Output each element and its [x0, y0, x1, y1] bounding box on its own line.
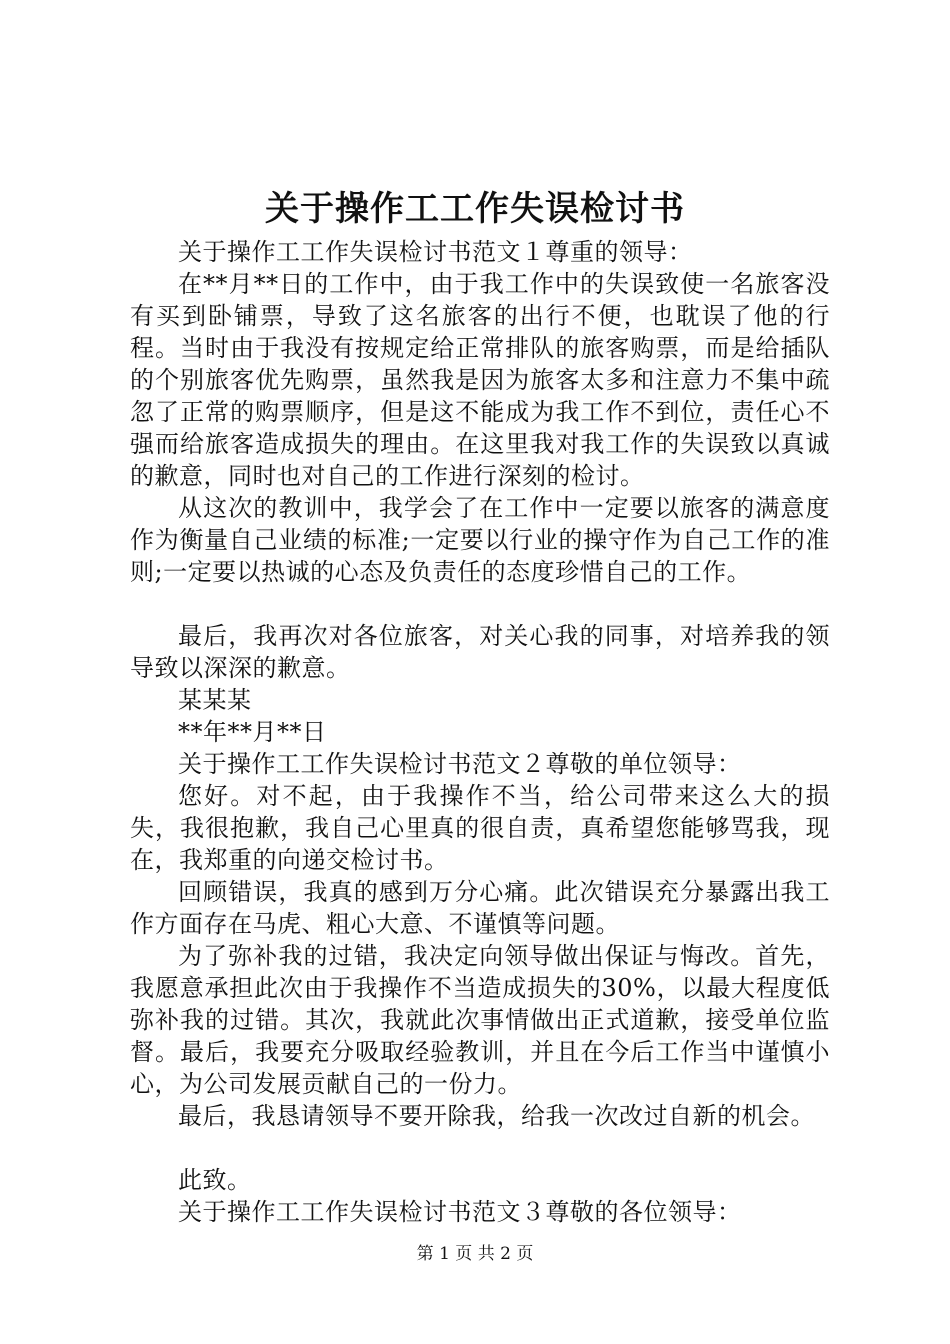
paragraph-closing: 此致。 — [178, 1166, 252, 1194]
document-body — [130, 236, 830, 1228]
paragraph-sample3-heading: 关于操作工工作失误检讨书范文３尊敬的各位领导： — [178, 1198, 742, 1226]
paragraph-sample2-greeting: 您好。对不起，由于我操作不当，给公司带来这么大的损失，我很抱歉，我自己心里真的很自责，真希望您能够骂我，现在，我郑重的向递交检讨书。 — [130, 782, 830, 874]
paragraph-sample2-remedy: 为了弥补我的过错，我决定向领导做出保证与悔改。首先，我愿意承担此次由于我操作不当造成损失的30%，以最大程度低弥补我的过错。其次，我就此次事情做出正式道歉，接受单位监督。最后，我要充分吸取经验教训，并且在今后工作当中谨慎小心，为公司发展贡献自己的一份力。 — [130, 942, 830, 1098]
paragraph-sample2-plea: 最后，我恳请领导不要开除我，给我一次改过自新的机会。 — [178, 1102, 815, 1130]
paragraph-sample1-lesson: 从这次的教训中，我学会了在工作中一定要以旅客的满意度作为衡量自己业绩的标准;一定要以行业的操守作为自己工作的准则;一定要以热诚的心态及负责任的态度珍惜自己的工作。 — [130, 494, 830, 586]
document-title: 关于操作工工作失误检讨书 — [265, 189, 685, 229]
paragraph-sample1-heading: 关于操作工工作失误检讨书范文１尊重的领导： — [178, 238, 693, 266]
page-number-footer: 第 1 页 共 2 页 — [416, 1244, 534, 1264]
paragraph-sample1-incident: 在**月**日的工作中，由于我工作中的失误致使一名旅客没有买到卧铺票，导致了这名旅客的出行不便，也耽误了他的行程。当时由于我没有按规定给正常排队的旅客购票，而是给插队的个别旅客优先购票，虽然我是因为旅客太多和注意力不集中疏忽了正常的购票顺序，但是这不能成为我工作不到位，责任心不强而给旅客造成损失的理由。在这里我对我工作的失误致以真诚的歉意，同时也对自己的工作进行深刻的检讨。 — [130, 270, 830, 490]
paragraph-sample2-review: 回顾错误，我真的感到万分心痛。此次错误充分暴露出我工作方面存在马虎、粗心大意、不谨慎等问题。 — [130, 878, 830, 938]
paragraph-date: **年**月**日 — [178, 718, 327, 746]
paragraph-signature: 某某某 — [178, 686, 252, 714]
paragraph-sample2-heading: 关于操作工工作失误检讨书范文２尊敬的单位领导： — [178, 750, 742, 778]
paragraph-sample1-apology: 最后，我再次对各位旅客，对关心我的同事，对培养我的领导致以深深的歉意。 — [130, 622, 830, 682]
